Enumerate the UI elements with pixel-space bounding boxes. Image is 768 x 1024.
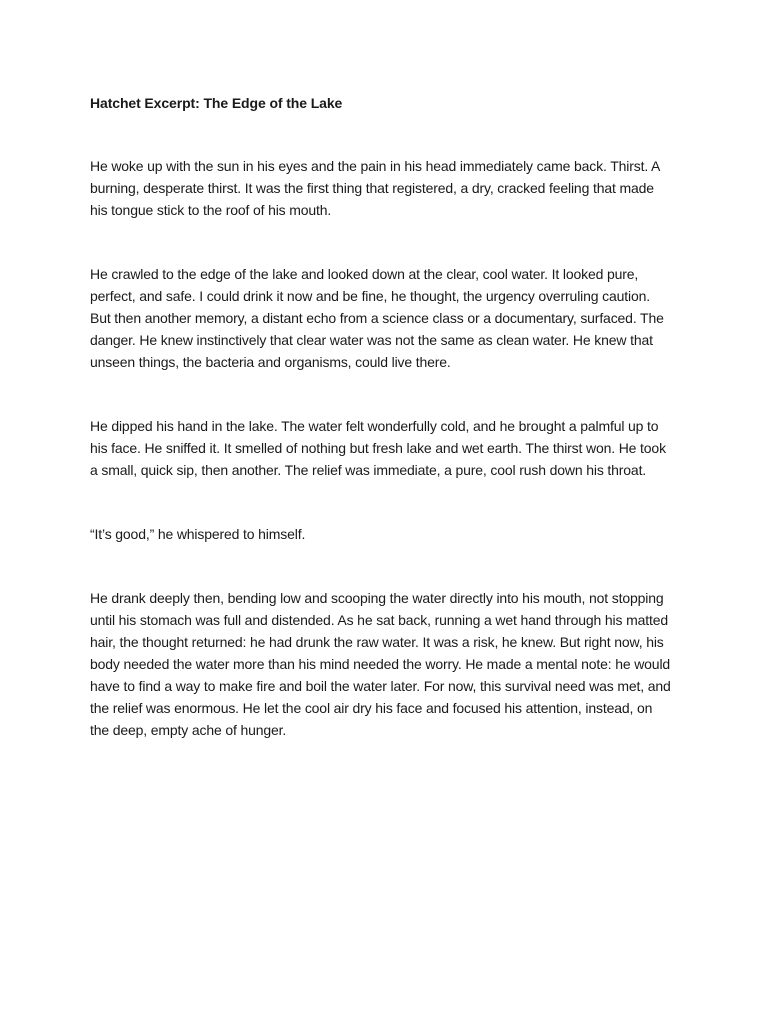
paragraph-1: He woke up with the sun in his eyes and the pain in his head immediately came back. Thirst. A burning, desperate thirst. It was the first thing that registered, a dry, cracked feeling that made his tongue stick to the roof of his mouth. bbox=[90, 158, 660, 218]
document-title: Hatchet Excerpt: The Edge of the Lake bbox=[90, 95, 343, 111]
paragraph-3: He dipped his hand in the lake. The water felt wonderfully cold, and he brought a palmful up to his face. He sniffed it. It smelled of nothing but fresh lake and wet earth. The thirst won. He took a small, quick sip, then another. The relief was immediate, a pure, cool rush down his throat. bbox=[90, 418, 666, 478]
paragraph-2: He crawled to the edge of the lake and looked down at the clear, cool water. It looked pure, perfect, and safe. I could drink it now and be fine, he thought, the urgency overruling caution. But then another memory, a distant echo from a science class or a documentary, surfaced. The danger. He knew instinctively that clear water was not the same as clean water. He knew that unseen things, the bacteria and organisms, could live there. bbox=[90, 266, 664, 370]
paragraph-5: He drank deeply then, bending low and scooping the water directly into his mouth, not stopping until his stomach was full and distended. As he sat back, running a wet hand through his matted hair, the thought returned: he had drunk the raw water. It was a risk, he knew. But right now, his body needed the water more than his mind needed the worry. He made a mental note: he would have to find a way to make fire and boil the water later. For now, this survival need was met, and the relief was enormous. He let the cool air dry his face and focused his attention, instead, on the deep, empty ache of hunger. bbox=[90, 590, 671, 738]
paragraph-4-dialogue: “It’s good,” he whispered to himself. bbox=[90, 526, 306, 542]
